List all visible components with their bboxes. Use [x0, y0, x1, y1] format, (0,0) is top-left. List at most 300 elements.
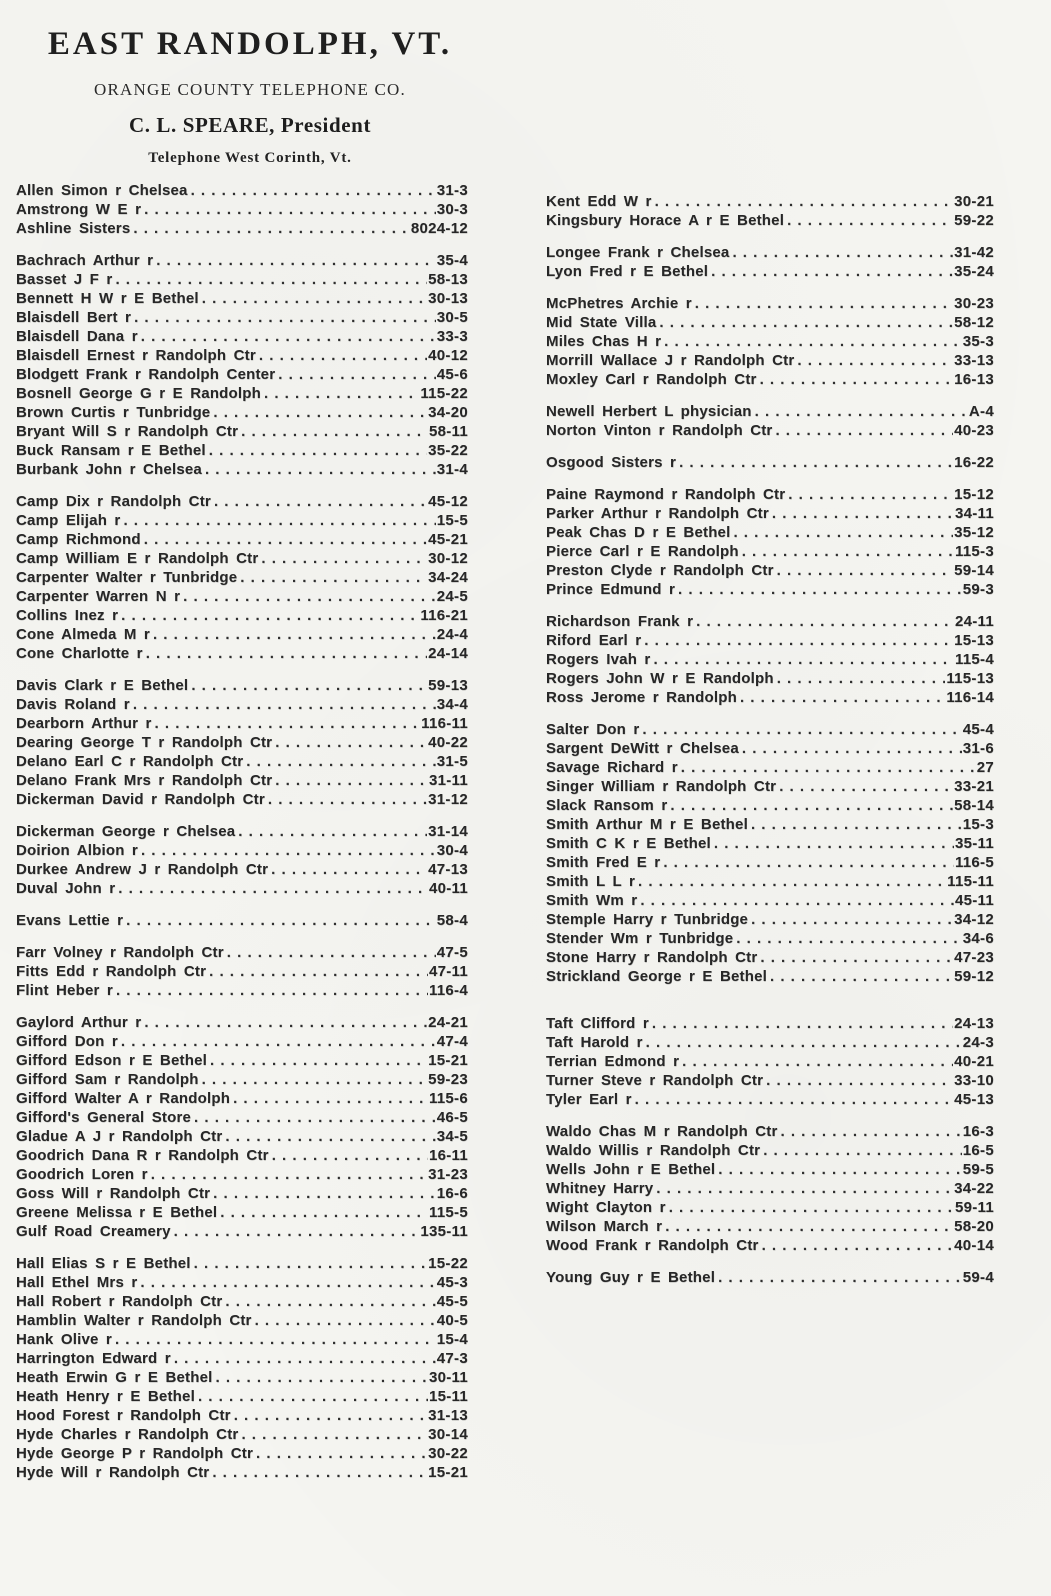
dot-leader	[751, 815, 962, 834]
dot-leader	[246, 752, 435, 771]
directory-entry	[546, 211, 994, 230]
directory-entry	[16, 327, 468, 346]
listing-group	[546, 453, 994, 472]
phone-number: 34-11	[954, 505, 994, 522]
dot-leader	[191, 181, 436, 200]
phone-number: 59-5	[962, 1161, 994, 1178]
listing-group	[546, 485, 994, 599]
phone-number: 45-13	[954, 1091, 994, 1108]
directory-entry	[16, 460, 468, 479]
directory-entry	[16, 1387, 468, 1406]
phone-number: 34-12	[954, 911, 994, 928]
subscriber-name: Parker Arthur r Randolph Ctr	[546, 505, 769, 522]
dot-leader	[155, 714, 421, 733]
subscriber-name: Smith Fred E r	[546, 854, 661, 871]
directory-entry	[16, 1292, 468, 1311]
subscriber-name: Goodrich Dana R r Randolph Ctr	[16, 1147, 269, 1164]
dot-leader	[779, 777, 953, 796]
subscriber-name: Tyler Earl r	[546, 1091, 632, 1108]
subscriber-name: Collins Inez r	[16, 607, 119, 624]
dot-leader	[679, 453, 953, 472]
dot-leader	[664, 332, 962, 351]
directory-entry	[546, 262, 994, 281]
phone-number: 16-13	[954, 371, 994, 388]
phone-number: 45-4	[962, 721, 994, 738]
directory-entry	[16, 911, 468, 930]
directory-entry	[16, 1051, 468, 1070]
subscriber-name: Sargent DeWitt r Chelsea	[546, 740, 739, 757]
dot-leader	[652, 1014, 953, 1033]
phone-number: 59-11	[954, 1199, 994, 1216]
subscriber-name: Hall Elias S r E Bethel	[16, 1255, 191, 1272]
phone-number: 47-13	[428, 861, 468, 878]
directory-entry	[546, 370, 994, 389]
directory-entry	[16, 181, 468, 200]
directory-entry	[546, 739, 994, 758]
directory-entry	[546, 720, 994, 739]
dot-leader	[240, 568, 427, 587]
subscriber-name: Dickerman David r Randolph Ctr	[16, 791, 265, 808]
subscriber-name: Stender Wm r Tunbridge	[546, 930, 734, 947]
listing-group	[546, 720, 994, 986]
directory-entry	[546, 688, 994, 707]
listing-group	[546, 243, 994, 281]
subscriber-name: Morrill Wallace J r Randolph Ctr	[546, 352, 795, 369]
directory-entry	[16, 1146, 468, 1165]
phone-number: 30-4	[436, 842, 468, 859]
phone-number: 58-20	[954, 1218, 994, 1235]
subscriber-name: Stone Harry r Randolph Ctr	[546, 949, 758, 966]
phone-number: 8024-12	[410, 220, 468, 237]
phone-number: 24-13	[954, 1015, 994, 1032]
subscriber-name: Wight Clayton r	[546, 1199, 666, 1216]
dot-leader	[233, 1089, 428, 1108]
dot-leader	[781, 1122, 962, 1141]
phone-number: 27	[976, 759, 994, 776]
subscriber-name: Camp Richmond	[16, 531, 141, 548]
subscriber-name: Bennett H W r E Bethel	[16, 290, 199, 307]
phone-number: 58-4	[436, 912, 468, 929]
listing-group	[546, 402, 994, 440]
phone-number: 40-5	[436, 1312, 468, 1329]
phone-number: 15-3	[962, 816, 994, 833]
phone-number: 31-23	[428, 1166, 468, 1183]
subscriber-name: Fitts Edd r Randolph Ctr	[16, 963, 207, 980]
subscriber-name: Newell Herbert L physician	[546, 403, 752, 420]
dot-leader	[209, 441, 427, 460]
phone-number: A-4	[968, 403, 994, 420]
subscriber-name: Camp William E r Randolph Ctr	[16, 550, 259, 567]
subscriber-name: Bosnell George G r E Randolph	[16, 385, 261, 402]
subscriber-name: Gifford Edson r E Bethel	[16, 1052, 207, 1069]
directory-entry	[16, 644, 468, 663]
directory-entry	[546, 402, 994, 421]
subscriber-name: Slack Ransom r	[546, 797, 668, 814]
directory-entry	[546, 1160, 994, 1179]
subscriber-name: Goodrich Loren r	[16, 1166, 148, 1183]
dot-leader	[234, 1406, 427, 1425]
dot-leader	[635, 1090, 953, 1109]
directory-entry	[16, 549, 468, 568]
phone-number: 40-21	[954, 1053, 994, 1070]
directory-entry	[546, 872, 994, 891]
subscriber-name: Hank Olive r	[16, 1331, 112, 1348]
subscriber-name: Dickerman George r Chelsea	[16, 823, 236, 840]
dot-leader	[133, 695, 436, 714]
dot-leader	[133, 219, 409, 238]
directory-entry	[16, 879, 468, 898]
dot-leader	[271, 860, 427, 879]
directory-entry	[16, 422, 468, 441]
directory-entry	[546, 891, 994, 910]
listing-group	[546, 1122, 994, 1255]
directory-entry	[546, 853, 994, 872]
directory-entry	[16, 1463, 468, 1482]
dot-leader	[644, 631, 953, 650]
phone-number: 40-11	[428, 880, 468, 897]
dot-leader	[788, 485, 953, 504]
phone-number: 35-12	[954, 524, 994, 541]
dot-leader	[126, 911, 436, 930]
subscriber-name: Gifford Don r	[16, 1033, 118, 1050]
dot-leader	[151, 1165, 427, 1184]
phone-number: 34-20	[428, 404, 468, 421]
subscriber-name: Farr Volney r Randolph Ctr	[16, 944, 224, 961]
subscriber-name: Ross Jerome r Randolph	[546, 689, 737, 706]
dot-leader	[777, 669, 946, 688]
dot-leader	[255, 1311, 436, 1330]
dot-leader	[174, 1222, 420, 1241]
subscriber-name: Savage Richard r	[546, 759, 678, 776]
subscriber-name: Waldo Chas M r Randolph Ctr	[546, 1123, 778, 1140]
directory-entry	[16, 1184, 468, 1203]
subscriber-name: Paine Raymond r Randolph Ctr	[546, 486, 786, 503]
directory-entry	[16, 441, 468, 460]
subscriber-name: Hall Robert r Randolph Ctr	[16, 1293, 223, 1310]
phone-number: 58-14	[954, 797, 994, 814]
listing-group	[546, 1014, 994, 1109]
subscriber-name: Prince Edmund r	[546, 581, 676, 598]
directory-entry	[546, 453, 994, 472]
subscriber-name: Delano Earl C r Randolph Ctr	[16, 753, 244, 770]
directory-entry	[546, 758, 994, 777]
phone-number: 47-4	[436, 1033, 468, 1050]
dot-leader	[714, 834, 954, 853]
subscriber-name: Rogers John W r E Randolph	[546, 670, 774, 687]
dot-leader	[118, 879, 428, 898]
phone-number: 34-22	[954, 1180, 994, 1197]
phone-number: 15-5	[436, 512, 468, 529]
dot-leader	[760, 370, 954, 389]
subscriber-name: Gifford Sam r Randolph	[16, 1071, 199, 1088]
dot-leader	[272, 1146, 428, 1165]
dot-leader	[225, 1127, 435, 1146]
phone-number: 24-5	[436, 588, 468, 605]
directory-entry	[546, 796, 994, 815]
subscriber-name: Waldo Willis r Randolph Ctr	[546, 1142, 761, 1159]
dot-leader	[762, 1236, 954, 1255]
listing-group	[16, 181, 468, 238]
listing-group	[16, 251, 468, 479]
phone-number: 45-11	[954, 892, 994, 909]
directory-entry	[16, 568, 468, 587]
directory-entry	[16, 771, 468, 790]
directory-entry	[16, 1273, 468, 1292]
dot-leader	[141, 841, 436, 860]
phone-number: 116-11	[421, 715, 468, 732]
directory-entry	[546, 523, 994, 542]
phone-number: 31-6	[962, 740, 994, 757]
dot-leader	[770, 967, 953, 986]
phone-number: 16-3	[962, 1123, 994, 1140]
dot-leader	[663, 853, 954, 872]
subscriber-name: Gifford's General Store	[16, 1109, 192, 1126]
subscriber-name: Smith C K r E Bethel	[546, 835, 711, 852]
phone-number: 33-21	[954, 778, 994, 795]
phone-number: 47-5	[436, 944, 468, 961]
directory-entry	[546, 650, 994, 669]
directory-entry	[546, 1033, 994, 1052]
directory-entry	[16, 587, 468, 606]
phone-number: 40-12	[428, 347, 468, 364]
phone-number: 115-5	[428, 1204, 468, 1221]
listing-group	[16, 492, 468, 663]
dot-leader	[202, 1070, 428, 1089]
directory-entry	[16, 200, 468, 219]
dot-leader	[210, 1051, 427, 1070]
subscriber-name: Burbank John r Chelsea	[16, 461, 202, 478]
directory-entry	[546, 929, 994, 948]
dot-leader	[695, 294, 953, 313]
subscriber-name: Camp Elijah r	[16, 512, 121, 529]
subscriber-name: McPhetres Archie r	[546, 295, 692, 312]
directory-entry	[546, 1179, 994, 1198]
phone-number: 35-22	[428, 442, 468, 459]
phone-number: 15-13	[954, 632, 994, 649]
directory-entry	[546, 815, 994, 834]
phone-number: 30-23	[954, 295, 994, 312]
dot-leader	[656, 1179, 953, 1198]
phone-number: 30-21	[954, 193, 994, 210]
phone-number: 59-23	[428, 1071, 468, 1088]
directory-column-right	[546, 192, 994, 1300]
dot-leader	[638, 872, 946, 891]
directory-entry	[546, 834, 994, 853]
dot-leader	[241, 1425, 427, 1444]
dot-leader	[212, 1463, 427, 1482]
phone-number: 34-4	[436, 696, 468, 713]
directory-entry	[16, 1222, 468, 1241]
dot-leader	[115, 270, 427, 289]
phone-number: 30-22	[428, 1445, 468, 1462]
dot-leader	[751, 910, 953, 929]
listing-group	[546, 612, 994, 707]
directory-entry	[546, 1217, 994, 1236]
dot-leader	[141, 327, 436, 346]
phone-number: 45-3	[436, 1274, 468, 1291]
subscriber-name: Moxley Carl r Randolph Ctr	[546, 371, 757, 388]
dot-leader	[116, 981, 428, 1000]
directory-entry	[546, 967, 994, 986]
phone-number: 24-11	[954, 613, 994, 630]
subscriber-name: Duval John r	[16, 880, 116, 897]
directory-entry	[16, 1330, 468, 1349]
dot-leader	[681, 758, 976, 777]
listing-group	[16, 822, 468, 898]
dot-leader	[144, 1013, 427, 1032]
directory-entry	[16, 1368, 468, 1387]
subscriber-name: Hamblin Walter r Randolph Ctr	[16, 1312, 252, 1329]
subscriber-name: Smith Wm r	[546, 892, 638, 909]
phone-number: 15-21	[428, 1052, 468, 1069]
dot-leader	[760, 948, 953, 967]
subscriber-name: Hood Forest r Randolph Ctr	[16, 1407, 231, 1424]
dot-leader	[640, 891, 954, 910]
subscriber-name: Cone Almeda M r	[16, 626, 150, 643]
phone-number: 30-12	[428, 550, 468, 567]
phone-number: 59-3	[962, 581, 994, 598]
phone-number: 30-5	[436, 309, 468, 326]
dot-leader	[742, 542, 954, 561]
subscriber-name: Buck Ransam r E Bethel	[16, 442, 206, 459]
phone-number: 31-5	[436, 753, 468, 770]
dot-leader	[191, 676, 427, 695]
subscriber-name: Salter Don r	[546, 721, 640, 738]
directory-entry	[16, 1349, 468, 1368]
phone-number: 115-3	[954, 543, 994, 560]
phone-number: 59-4	[962, 1269, 994, 1286]
listing-group	[16, 676, 468, 809]
phone-number: 24-4	[436, 626, 468, 643]
directory-entry	[546, 631, 994, 650]
dot-leader	[653, 650, 953, 669]
subscriber-name: Delano Frank Mrs r Randolph Ctr	[16, 772, 273, 789]
phone-number: 59-14	[954, 562, 994, 579]
directory-entry	[546, 1198, 994, 1217]
phone-number: 45-12	[428, 493, 468, 510]
dot-leader	[797, 351, 953, 370]
directory-entry	[16, 695, 468, 714]
dot-leader	[718, 1268, 962, 1287]
phone-number: 34-5	[436, 1128, 468, 1145]
dot-leader	[264, 384, 419, 403]
directory-entry	[546, 332, 994, 351]
subscriber-name: Ashline Sisters	[16, 220, 131, 237]
dot-leader	[183, 587, 436, 606]
directory-entry	[16, 981, 468, 1000]
phone-number: 116-21	[420, 607, 468, 624]
phone-number: 31-14	[428, 823, 468, 840]
dot-leader	[711, 262, 953, 281]
directory-entry	[16, 625, 468, 644]
directory-entry	[16, 860, 468, 879]
phone-number: 31-42	[954, 244, 994, 261]
directory-entry	[16, 403, 468, 422]
subscriber-name: Taft Harold r	[546, 1034, 643, 1051]
dot-leader	[227, 943, 436, 962]
page-header	[0, 26, 500, 167]
subscriber-name: Young Guy r E Bethel	[546, 1269, 716, 1286]
directory-entry	[546, 1236, 994, 1255]
phone-number: 45-5	[436, 1293, 468, 1310]
subscriber-name: Norton Vinton r Randolph Ctr	[546, 422, 773, 439]
subscriber-name: Blaisdell Ernest r Randolph Ctr	[16, 347, 256, 364]
dot-leader	[659, 313, 953, 332]
dot-leader	[209, 962, 428, 981]
phone-number: 34-24	[428, 569, 468, 586]
phone-number: 115-6	[428, 1090, 468, 1107]
phone-number: 45-21	[428, 531, 468, 548]
subscriber-name: Dearborn Arthur r	[16, 715, 152, 732]
subscriber-name: Whitney Harry	[546, 1180, 654, 1197]
subscriber-name: Gaylord Arthur r	[16, 1014, 142, 1031]
phone-number: 115-13	[946, 670, 994, 687]
phone-number: 24-3	[962, 1034, 994, 1051]
phone-number: 30-13	[428, 290, 468, 307]
dot-leader	[775, 421, 953, 440]
dot-leader	[115, 1330, 436, 1349]
phone-number: 47-3	[436, 1350, 468, 1367]
phone-number: 33-13	[954, 352, 994, 369]
dot-leader	[153, 625, 436, 644]
subscriber-name: Heath Henry r E Bethel	[16, 1388, 195, 1405]
directory-entry	[16, 492, 468, 511]
phone-number: 116-4	[428, 982, 468, 999]
subscriber-name: Amstrong W E r	[16, 201, 142, 218]
phone-number: 16-5	[962, 1142, 994, 1159]
dot-leader	[278, 365, 436, 384]
dot-leader	[670, 796, 953, 815]
directory-entry	[546, 485, 994, 504]
subscriber-name: Stemple Harry r Tunbridge	[546, 911, 749, 928]
phone-number: 31-12	[428, 791, 468, 808]
subscriber-name: Harrington Edward r	[16, 1350, 171, 1367]
subscriber-name: Blaisdell Bert r	[16, 309, 132, 326]
dot-leader	[134, 308, 436, 327]
dot-leader	[646, 1033, 962, 1052]
dot-leader	[194, 1254, 427, 1273]
dot-leader	[225, 1292, 435, 1311]
directory-entry	[16, 251, 468, 270]
phone-number: 35-11	[954, 835, 994, 852]
dot-leader	[256, 1444, 427, 1463]
phone-number: 15-11	[428, 1388, 468, 1405]
dot-leader	[740, 688, 945, 707]
dot-leader	[259, 346, 427, 365]
directory-entry	[16, 1165, 468, 1184]
directory-entry	[16, 1089, 468, 1108]
dot-leader	[777, 561, 954, 580]
directory-entry	[16, 511, 468, 530]
subscriber-name: Carpenter Warren N r	[16, 588, 181, 605]
dot-leader	[696, 612, 954, 631]
phone-number: 30-11	[428, 1369, 468, 1386]
directory-entry	[546, 192, 994, 211]
dot-leader	[194, 1108, 436, 1127]
dot-leader	[261, 549, 427, 568]
dot-leader	[144, 200, 436, 219]
subscriber-name: Singer William r Randolph Ctr	[546, 778, 777, 795]
phone-number: 30-14	[428, 1426, 468, 1443]
phone-number: 15-22	[428, 1255, 468, 1272]
subscriber-name: Pierce Carl r E Randolph	[546, 543, 739, 560]
exchange-line: Telephone West Corinth, Vt.	[148, 150, 352, 166]
subscriber-name: Hyde Charles r Randolph Ctr	[16, 1426, 239, 1443]
directory-entry	[16, 1311, 468, 1330]
phone-number: 115-22	[420, 385, 468, 402]
phone-number: 59-22	[954, 212, 994, 229]
subscriber-name: Gladue A J r Randolph Ctr	[16, 1128, 223, 1145]
